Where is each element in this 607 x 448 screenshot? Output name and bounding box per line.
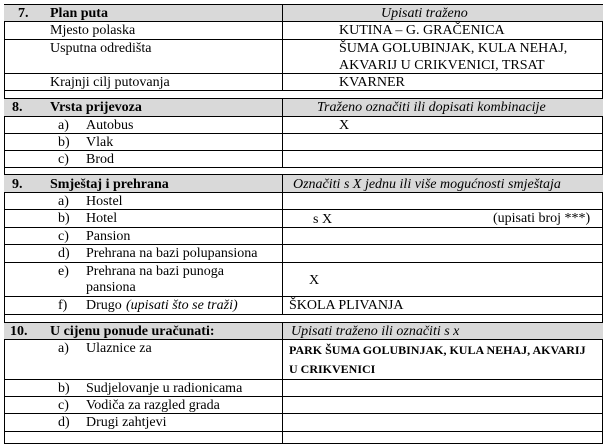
row-value[interactable]: KUTINA – G. GRAČENICA [339, 23, 505, 38]
row-value[interactable]: X [309, 273, 320, 288]
table-row [4, 379, 603, 396]
section-title: Smještaj i prehrana [50, 177, 169, 192]
row-letter: c) [58, 229, 69, 244]
section-7-header [4, 4, 603, 21]
row-value-line1[interactable]: ŠUMA GOLUBINJAK, KULA NEHAJ, [339, 41, 568, 56]
row-label: Hostel [86, 194, 123, 209]
section-number: 7. [18, 6, 29, 21]
row-letter: e) [58, 264, 69, 279]
row-label: Vodiča za razgled grada [86, 398, 220, 413]
row-label: Pansion [86, 229, 131, 244]
section-title: Plan puta [50, 6, 108, 21]
section-spacer [4, 431, 603, 444]
row-label: Hotel [86, 211, 118, 226]
section-hint: Upisati traženo ili označiti s x [291, 324, 460, 339]
section-hint: Označiti s X jednu ili više mogućnosti smještaja [293, 177, 561, 192]
table-row [4, 192, 603, 209]
row-label-line1: Prehrana na bazi punoga [86, 264, 224, 279]
row-label: Ulaznice za [86, 341, 152, 356]
section-10-header [4, 322, 603, 339]
table-row [4, 209, 603, 227]
table-row [4, 339, 603, 379]
hotel-stars-value[interactable]: s X [313, 212, 333, 227]
row-letter: a) [58, 194, 69, 209]
section-title: U cijenu ponude uračunati: [50, 324, 215, 339]
table-row [4, 262, 603, 296]
row-letter: b) [58, 135, 70, 150]
row-label: Mjesto polaska [50, 23, 136, 38]
row-value-line2[interactable]: AKVARIJ U CRIKVENICI, TRSAT [339, 58, 545, 73]
row-label: Krajnji cilj putovanja [50, 75, 170, 90]
section-number: 9. [12, 177, 23, 192]
section-number: 8. [12, 100, 23, 115]
row-letter: b) [58, 381, 70, 396]
table-row [4, 244, 603, 262]
table-row [4, 116, 603, 133]
row-value[interactable]: ŠKOLA PLIVANJA [289, 298, 404, 313]
table-row [4, 150, 603, 167]
section-8-header [4, 98, 603, 116]
row-value[interactable]: X [339, 118, 350, 133]
section-spacer [4, 167, 603, 174]
row-letter: a) [58, 118, 69, 133]
empty-cell [282, 432, 603, 444]
row-label: Sudjelovanje u radionicama [86, 381, 243, 396]
table-row [4, 413, 603, 431]
row-value-line2[interactable]: U CRIKVENICI [289, 362, 376, 376]
row-letter: b) [58, 211, 70, 226]
table-row [4, 396, 603, 413]
row-letter: c) [58, 152, 69, 167]
table-row [4, 133, 603, 150]
section-spacer [4, 314, 603, 322]
hotel-stars-note: (upisati broj ***) [493, 211, 591, 226]
row-label: Prehrana na bazi polupansiona [86, 246, 258, 261]
row-letter: a) [58, 341, 69, 356]
table-row [4, 296, 603, 314]
section-title: Vrsta prijevoza [50, 100, 142, 115]
section-spacer [4, 90, 603, 98]
row-letter: d) [58, 415, 70, 430]
row-label: Drugi zahtjevi [86, 415, 167, 430]
row-value[interactable]: KVARNER [339, 75, 405, 90]
row-value-line1[interactable]: PARK ŠUMA GOLUBINJAK, KULA NEHAJ, AKVARIJ [289, 343, 586, 357]
row-letter: c) [58, 398, 69, 413]
row-label-note: (upisati što se traži) [126, 298, 238, 313]
row-label: Usputna odredišta [50, 41, 152, 56]
row-label: Vlak [86, 135, 114, 150]
section-number: 10. [10, 324, 28, 339]
table-row [4, 227, 603, 244]
table-row [4, 73, 603, 90]
section-hint: Upisati traženo [381, 6, 468, 21]
row-label: Autobus [86, 118, 134, 133]
row-letter: f) [58, 298, 68, 313]
table-row [4, 21, 603, 39]
section-hint: Traženo označiti ili dopisati kombinacije [317, 100, 546, 115]
row-label: Drugo [86, 298, 122, 313]
section-9-header [4, 174, 603, 192]
row-letter: d) [58, 246, 70, 261]
row-label: Brod [86, 152, 114, 167]
row-label-line2: pansiona [86, 280, 136, 295]
table-row [4, 39, 603, 73]
